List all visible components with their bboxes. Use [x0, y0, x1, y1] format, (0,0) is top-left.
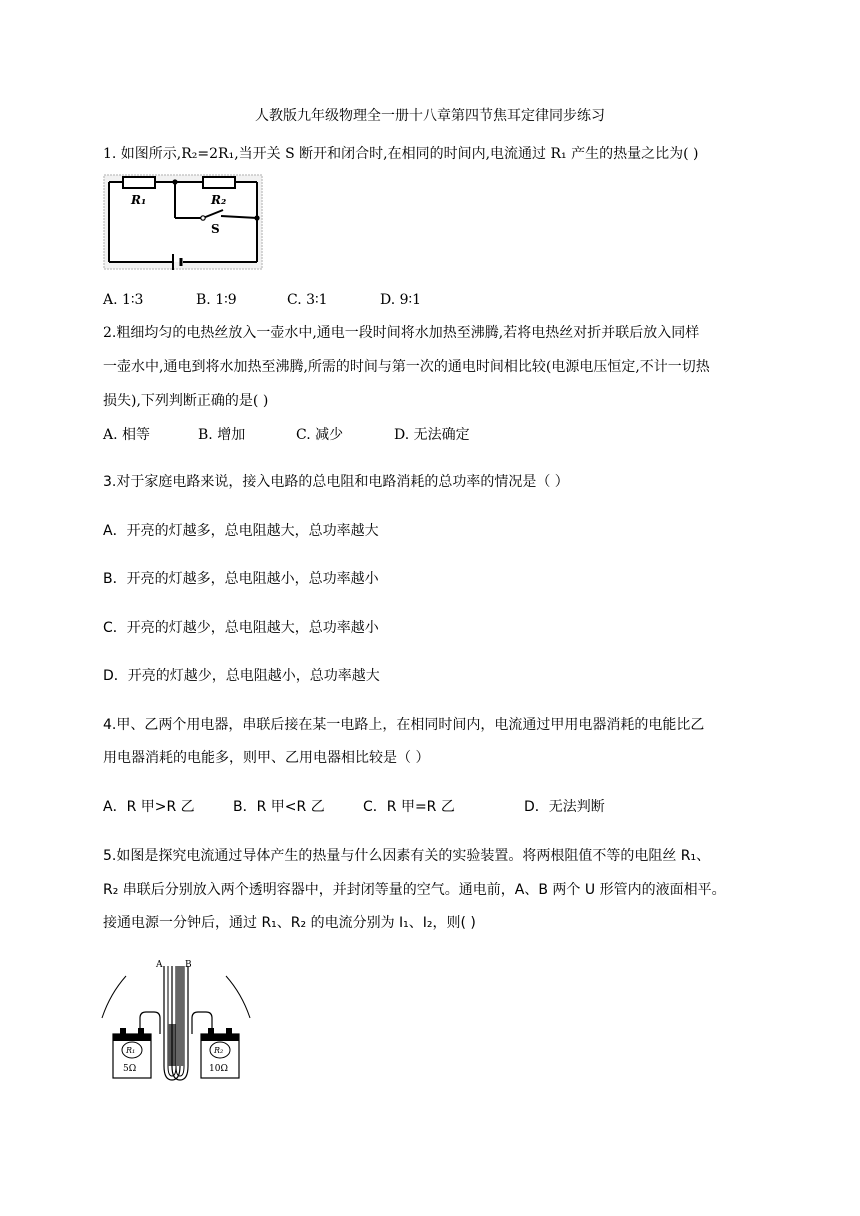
- q2-option-b: B. 增加: [198, 427, 246, 443]
- label-a: A: [156, 960, 163, 970]
- question-5-line-1: 5.如图是探究电流通过导体产生的热量与什么因素有关的实验装置。将两根阻值不等的电阻丝 R₁、: [103, 848, 711, 864]
- q2-option-d: D. 无法确定: [394, 427, 470, 443]
- q2-option-a: A. 相等: [103, 427, 151, 443]
- question-5-apparatus-figure: [100, 954, 252, 1086]
- q1-option-c: C. 3∶1: [287, 292, 328, 308]
- question-2-line-2: 一壶水中,通电到将水加热至沸腾,所需的时间与第一次的通电时间相比较(电源电压恒定,不计一切热: [103, 359, 710, 375]
- label-s: S: [211, 222, 220, 236]
- q3-option-d: D．开亮的灯越少，总电阻越小，总功率越大: [103, 668, 380, 684]
- question-4-line-1: 4.甲、乙两个用电器，串联后接在某一电路上，在相同时间内，电流通过甲用电器消耗的电能比乙: [103, 717, 705, 733]
- question-2-line-1: 2.粗细均匀的电热丝放入一壶水中,通电一段时间将水加热至沸腾,若将电热丝对折并联后放入同样: [103, 325, 700, 341]
- q2-option-c: C. 减少: [296, 427, 344, 443]
- q4-option-d: D．无法判断: [524, 799, 605, 815]
- label-r2: R₂: [211, 193, 227, 207]
- question-3-stem: 3.对于家庭电路来说，接入电路的总电阻和电路消耗的总功率的情况是（ ）: [103, 474, 569, 490]
- left-resistor-label: R₁: [126, 1046, 136, 1055]
- label-b: B: [185, 960, 192, 970]
- q3-option-c: C．开亮的灯越少，总电阻越大，总功率越小: [103, 620, 379, 636]
- question-2-line-3: 损失),下列判断正确的是( ): [103, 393, 269, 409]
- q4-option-c: C．R 甲=R 乙: [363, 799, 455, 815]
- right-resistance-value: 10Ω: [209, 1064, 228, 1074]
- question-4-line-2: 用电器消耗的电能多，则甲、乙用电器相比较是（ ）: [103, 750, 430, 766]
- page-title: 人教版九年级物理全一册十八章第四节焦耳定律同步练习: [255, 108, 605, 124]
- q3-option-b: B．开亮的灯越多，总电阻越小，总功率越小: [103, 571, 379, 587]
- resistor-r1: [123, 177, 155, 188]
- q1-option-a: A. 1∶3: [103, 292, 144, 308]
- q4-option-a: A．R 甲>R 乙: [103, 799, 195, 815]
- right-resistor-label: R₂: [214, 1046, 224, 1055]
- question-1-stem: 1. 如图所示,R₂=2R₁,当开关 S 断开和闭合时,在相同的时间内,电流通过 R₁ 产生的热量之比为( ): [103, 146, 699, 162]
- q1-option-b: B. 1∶9: [196, 292, 237, 308]
- label-r1: R₁: [131, 193, 147, 207]
- left-resistance-value: 5Ω: [123, 1064, 137, 1074]
- question-1-circuit-figure: [103, 174, 263, 270]
- q4-option-b: B．R 甲<R 乙: [233, 799, 325, 815]
- resistor-r2: [203, 177, 235, 188]
- q3-option-a: A．开亮的灯越多，总电阻越大，总功率越大: [103, 523, 379, 539]
- question-5-line-2: R₂ 串联后分别放入两个透明容器中，并封闭等量的空气。通电前，A、B 两个 U 形管内的液面相平。: [103, 882, 726, 898]
- question-5-line-3: 接通电源一分钟后，通过 R₁、R₂ 的电流分别为 I₁、I₂，则( ): [103, 915, 476, 931]
- q1-option-d: D. 9∶1: [380, 292, 422, 308]
